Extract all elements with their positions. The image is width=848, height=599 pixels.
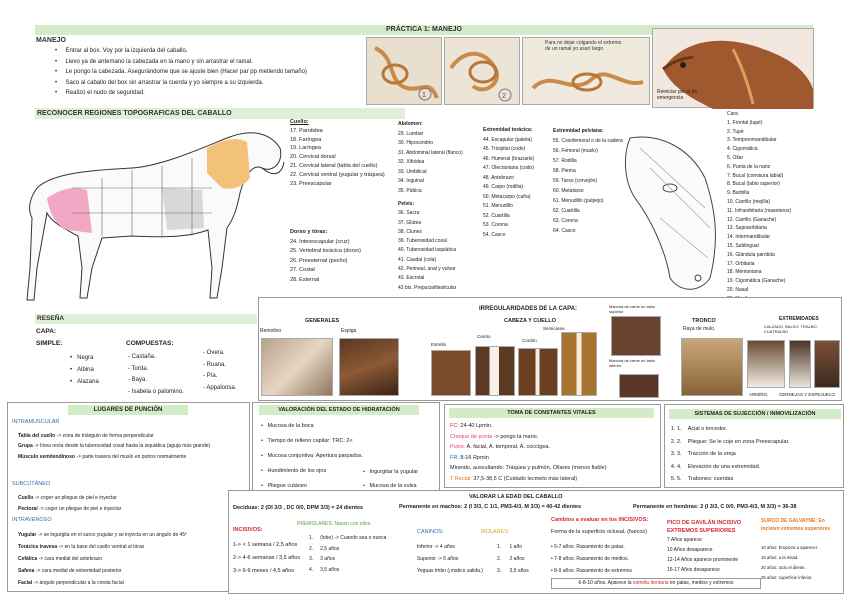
calzado-photo — [747, 340, 785, 388]
cambios-list — [551, 541, 632, 577]
list-item: 20 años: todo el diente. — [761, 565, 806, 570]
list-item: • Le pongo la cabezada. Asegurándome que se ajuste bien (Hacer par pp metiendo tamaño) — [55, 69, 307, 75]
list-item: 34. Inguinal — [398, 178, 424, 184]
thorax-region-grey — [162, 188, 204, 230]
list-item: Mirando, auscultando: Tráquea y pulmón, Ollares (menos fiable) — [450, 465, 607, 471]
espiga-photo — [339, 338, 399, 396]
list-item: • Pliegue cutáneo — [261, 483, 307, 489]
incisivos-list — [233, 539, 300, 578]
list-item: 44. Escapular (paleta) — [483, 136, 532, 143]
premolares-list — [309, 533, 386, 575]
espiga-label: Espiga — [341, 328, 357, 334]
list-item: 59. Tarso (corvejón) — [553, 178, 598, 184]
sc-list — [18, 493, 246, 515]
mancha-inferior-photo — [619, 374, 659, 398]
hidratacion-list — [261, 419, 363, 494]
list-item: Tabla del cuello -> zona de triángulo de forma perpendicular — [18, 433, 154, 439]
list-item: 43. Escrotal — [398, 275, 425, 282]
list-item: • Mucosa de la vulva — [363, 483, 417, 489]
list-item: 1. Frontal (tupé) — [727, 119, 763, 126]
list-item: 49. Carpo (rodilla) — [483, 184, 524, 190]
list-item: 26. Preesternal (pecho) — [290, 257, 348, 264]
pelvis-title: Pelvis: — [398, 201, 415, 207]
manejo-steps — [55, 46, 375, 99]
careto-label: Careto — [477, 334, 491, 339]
generales-label: GENERALES — [305, 318, 340, 324]
puncion-title: LUGARES DE PUNCIÓN — [93, 407, 163, 413]
sujecion-title: SISTEMAS DE SUJECCIÓN / INMOVILIZACIÓN — [694, 411, 816, 417]
list-item: 58. Pierna — [553, 168, 576, 174]
list-item: 8. Bucal (labio superior) — [727, 181, 780, 188]
tronco-photo — [681, 338, 743, 396]
list-item: 1. 1. Acial o torcedor. — [677, 423, 790, 436]
horse-knot-photo — [652, 28, 814, 108]
list-item: • 8-9 años. Rasamiento de extremos — [551, 568, 632, 574]
list-item: 54. Casco — [483, 231, 506, 238]
list-item: - Appaloosa. — [203, 384, 237, 391]
list-item: 21. Cervical lateral (tabla del cuello) — [290, 162, 378, 169]
cernejas-photo — [814, 340, 840, 388]
list-item: 56. Femoral (muslo) — [553, 148, 598, 154]
list-item: 19. Cigomática (Ganache) — [727, 278, 786, 285]
regiones-heading: RECONOCER REGIONES TOPOGRAFICAS DEL CABALLO — [37, 110, 232, 117]
list-item: 46. Humeral (brazuelo) — [483, 155, 535, 162]
list-item: 6. Punta de la nariz — [727, 163, 771, 170]
list-item: 16. Glándula parótida — [727, 251, 775, 258]
list-item: 24. Interescapular (cruz) — [290, 238, 350, 245]
list-item: 57. Rodilla — [553, 158, 577, 164]
hidratacion-extra-list — [363, 465, 418, 493]
list-item: 25 años: superficie inferior. — [761, 575, 813, 580]
list-item: 22. Cervical ventral (yugular y tráquea) — [290, 171, 385, 178]
list-item: 10 años: Empieza a aparecer. — [761, 545, 819, 550]
extremidades-label: EXTREMIDADES — [779, 316, 819, 322]
manejo-heading: MANEJO — [36, 37, 66, 44]
list-item: 1. (lobo) -> Cuando sea o nunca — [309, 535, 387, 541]
list-item: 45. Tricipital (codo) — [483, 146, 526, 152]
list-item: 3-> 6-9 meses / 4,5 años — [233, 568, 294, 574]
incisivos-heading: INCISIVOS: — [233, 527, 263, 533]
list-item: Pectoral -> coger un pliegue de piel e inyectar — [18, 506, 122, 512]
list-item: 3. 3. Tracción de la oreja — [677, 448, 790, 461]
compuestas-list — [128, 352, 184, 398]
list-item: 37. Glútea — [398, 219, 422, 226]
mancha-inferior-label: Mancha de carne en labio inferior — [609, 358, 656, 368]
irregularidades-panel — [258, 297, 842, 401]
list-item: 9. Barbilla — [727, 190, 750, 197]
list-item: Facial -> ángulo perpendicular a la cresta facial — [18, 580, 124, 586]
list-item: 4. 4. Elevación de una extremidad. — [677, 461, 790, 474]
list-item: Pulso: A. facial, A. temporal, A. coccígea. — [450, 444, 550, 450]
toracica-regions — [483, 126, 553, 240]
list-item: 17. Parotidea — [290, 127, 323, 134]
cabeza-label: CABEZA Y CUELLO — [504, 318, 556, 324]
simple-list — [70, 352, 99, 388]
deciduas: Deciduas: 2 (DI 3/3 , DC 0/0, DPM 3/3) = 24 dientes — [233, 505, 364, 511]
list-item: 36. Sacra — [398, 210, 420, 217]
pelviana-regions — [553, 126, 623, 236]
gavilan-heading: PICO DE GAVILÁN INCISIVO EXTREMOS SUPERIORES — [667, 520, 742, 534]
sujecion-title-bar — [669, 409, 841, 419]
list-item: 53. Corona — [483, 222, 508, 228]
galvayne-heading: SURCO DE GALVAYNE: En incisivo extremos superiores — [761, 518, 831, 532]
list-item: • Mucosa conjuntiva: Apertura parpados. — [261, 453, 363, 459]
knot-step-1: 1 — [422, 92, 426, 99]
list-item: 29. Lumbar — [398, 130, 424, 137]
dorso-title: Dorso y tórax: — [290, 229, 328, 235]
list-item: 51. Menudillo — [483, 203, 513, 209]
im-list — [18, 431, 246, 462]
list-item: - Castaña. — [128, 354, 156, 360]
list-item: 52. Cuartilla — [483, 212, 510, 219]
abdomen-regions — [398, 120, 483, 196]
list-item: 61. Menudillo (pulpejo) — [553, 198, 604, 204]
list-item: 18. Mentoniana — [727, 269, 762, 276]
list-item: 60. Metatarso — [553, 188, 584, 194]
list-item: 47. Olecraniana (codo) — [483, 165, 534, 171]
constantes-title-bar — [449, 408, 654, 418]
list-item: 62. Cuartilla — [553, 208, 580, 214]
list-item: T Rectal: 37,5-38,5 C (Cuidado lecmeto más lateral) — [450, 475, 578, 482]
list-item: 63. Corona — [553, 218, 578, 224]
list-item: 11. Infraorbitaria (maseteros) — [727, 207, 792, 214]
armino-label: ARMIÑO, — [749, 392, 769, 397]
list-item: • Mucosa de la boca — [261, 423, 314, 429]
list-item: 55. Coxofemoral o de la cadera — [553, 138, 623, 144]
abdomen-title: Abdomen: — [398, 121, 423, 127]
list-item: • Hundimiento de los ojos — [261, 468, 327, 474]
remolino-label: Remolino — [260, 328, 282, 334]
toracica-title: Extremidad torácica: — [483, 127, 533, 133]
perm-hembras: Permanente en hembras: 2 (I 3/3, C 0/0, PM3-4/3, M 3/3) = 36-38 — [633, 504, 797, 510]
compuestas-list-2 — [203, 348, 236, 394]
edad-title: VALORAR LA EDAD DEL CABALLO — [469, 494, 563, 500]
knot-caption: Para no dejar colgando el extremo de un ramal yo usarí largo — [545, 40, 622, 52]
list-item: 3. 3 años — [309, 556, 336, 562]
premolares-heading: PREMOLARES: Nacen con ellos. — [297, 521, 372, 527]
page-title: PRÁCTICA 1: MANEJO — [386, 26, 462, 33]
list-item: 40. Tuberosidad isquiática — [398, 247, 457, 254]
list-item: Yugular -> se ingurgita en el surco yugular y se inyecta en un ángulo de 45º — [18, 532, 188, 538]
list-item: 12-14 Años aparece prominente — [667, 557, 739, 563]
knot-2-icon — [445, 38, 521, 106]
list-item: - Pía. — [203, 373, 218, 379]
list-item: Safena -> cara medial de extremidad posterior — [18, 568, 122, 574]
tronco-label: TRONCO — [692, 318, 716, 324]
list-item: 19. Laríngea — [290, 145, 321, 152]
calzados-label: CALZADO, BALSO, TRALBO, CUATRALBO — [764, 324, 818, 334]
list-item: - Torda. — [128, 365, 149, 372]
iv-list — [18, 529, 248, 589]
knot-photo-1 — [366, 37, 442, 105]
im-heading: INTRAMUSCULAR — [12, 419, 60, 425]
list-item: 25. Vertebral torácica (dorso) — [290, 248, 361, 254]
molares-heading: MOLARES: — [481, 529, 510, 535]
list-item: 10 Años desaparece — [667, 547, 713, 553]
list-item: 20. Cervical dorsal — [290, 154, 336, 161]
list-item: 2. 2. Pliegue: Se le coje en zona Preescapular. — [677, 436, 790, 449]
hidratacion-panel — [252, 402, 440, 492]
list-item: 15. Sublingual — [727, 242, 759, 249]
list-item: 13. Supraorbitaria — [727, 225, 767, 232]
careto-photo — [475, 346, 515, 396]
list-item: 4. Cigomática — [727, 146, 758, 153]
list-item: 10. Carrillo (mejilla) — [727, 198, 771, 205]
gavilan-list — [667, 535, 738, 575]
pelvis-region-pink — [47, 188, 92, 233]
list-item: 18. Faríngea — [290, 136, 322, 143]
armino-photo — [789, 340, 811, 388]
lucero-photo — [561, 332, 597, 396]
list-item: 48. Antebrazo — [483, 174, 514, 181]
list-item: 38. Clunes — [398, 228, 422, 235]
list-item: 20. Nasal — [727, 286, 749, 293]
molares-list — [497, 541, 529, 577]
edad-panel — [228, 490, 844, 594]
remolino-photo — [261, 338, 333, 396]
puncion-title-bar — [68, 405, 188, 415]
list-item: - Overa. — [203, 350, 225, 356]
simple-label: SIMPLE: — [36, 340, 63, 347]
list-item: 35. Púbica — [398, 187, 422, 194]
list-item: 2. 2 años — [497, 556, 525, 562]
list-item: 41. Caudal (cola) — [398, 256, 437, 263]
pelvis-regions — [398, 200, 483, 293]
list-item: Músculo semitendinoso -> parte trasera del muslo en potros normalmente — [18, 454, 187, 460]
list-item: Grupa -> línea recta desde la tuberosidad coxal hasta la isquiática (aguja más grande) — [18, 443, 211, 449]
list-item: 31. Abdominal lateral (flanco) — [398, 149, 463, 156]
dorso-regions — [290, 228, 390, 285]
list-item: 30. Hipocondrio — [398, 140, 434, 146]
list-item: 1-> < 1 semana / 2,5 años — [233, 542, 298, 548]
list-item: Yeguas tmbn (¡matico salida.) — [417, 568, 483, 574]
list-item: 2. 2,5 años — [309, 545, 340, 552]
list-item: • Entrar al box. Voy por la izquierda del caballo. — [55, 48, 188, 54]
list-item: 5. 5. Trabones: cuerdas — [677, 473, 790, 486]
list-item: 3. Temporomandibular — [727, 137, 777, 144]
list-item: 7 Años aparece — [667, 537, 702, 543]
list-item: 7. Bucal (comisura labial) — [727, 172, 784, 179]
cernejas-label: CERNEJAS Y ESPEJUELO — [779, 392, 835, 397]
irregularidades-title: IRREGULARIDADES DE LA CAPA: — [479, 306, 578, 312]
pelviana-title: Extremidad pelviana: — [553, 128, 604, 134]
hidratacion-title: VALORACIÓN DEL ESTADO DE HIDRATACIÓN — [278, 407, 400, 413]
list-item: • Alazana — [70, 379, 99, 385]
list-item: 50. Metacarpo (caña) — [483, 193, 531, 200]
list-item: 33. Umbilical — [398, 168, 427, 175]
cara-regions — [727, 110, 845, 304]
list-item: Torácica travesa -> en la base del cuello ventral al tórax — [18, 544, 145, 550]
list-item: 2-> 4-6 semanas / 3,5 años — [233, 555, 301, 561]
list-item: FC: 24-40 Lpmin. — [450, 423, 493, 429]
resena-heading-bar — [35, 314, 257, 324]
knot-3-icon — [523, 38, 651, 106]
mancha-superior-photo — [611, 316, 661, 356]
list-item: 4. 3,5 años — [309, 566, 340, 573]
constantes-panel — [444, 404, 661, 488]
list-item: 64. Casco — [553, 228, 576, 234]
knot-1-icon — [367, 38, 443, 106]
list-item: • Saco al caballo del box sin arrastrar la cuerda y yo siempre a su izquierda. — [55, 79, 264, 86]
estrella-photo — [431, 350, 471, 396]
list-item: 1. 1 año — [497, 544, 523, 550]
horse-head-diagram — [610, 128, 730, 298]
list-item: 39. Tuberosidad coxal — [398, 238, 447, 245]
list-item: • 7-8 años. Rasamiento de medios. — [551, 556, 629, 562]
list-item: - Ruana. — [203, 361, 227, 368]
list-item: Inferior -> 4 años — [417, 544, 455, 550]
mancha-superior-label: Mancha de carne en labio superior — [609, 304, 656, 314]
caninos-list — [417, 541, 483, 577]
list-item: • 6-7 años. Rasamiento de palas. — [551, 544, 625, 550]
sujecion-list — [677, 423, 790, 486]
list-item: • Llevo ya de antemano la cabezada en la mano y sin arrastrar el ramal. — [55, 58, 253, 65]
sc-heading: SUBCUTÁNEO — [12, 481, 51, 487]
caninos-heading: CANINOS: — [417, 529, 444, 535]
list-item: 12. Carrillo (Ganache) — [727, 216, 777, 223]
list-item: 2. Tupé — [727, 128, 744, 135]
knot-step-2: 2 — [502, 93, 506, 100]
list-item: 23. Preescapular — [290, 180, 332, 187]
list-item: 43 bis. Prepucial/testicular — [398, 284, 457, 291]
constantes-title: TOMA DE CONSTANTES VITALES — [507, 410, 596, 416]
resena-heading: RESEÑA — [37, 315, 65, 322]
knot-photo-3 — [522, 37, 650, 105]
list-item: FR: 8-16 Rpmin — [450, 454, 489, 461]
sujecion-panel — [664, 404, 844, 488]
list-item: 3. 3,5 años — [497, 568, 529, 574]
list-item: 16-17 Años desaparece — [667, 567, 720, 573]
knot-photo-2 — [444, 37, 520, 105]
compuestas-label: COMPUESTAS: — [126, 340, 174, 347]
list-item: • Ingurgitar la yugular — [363, 469, 419, 475]
list-item: Cuello -> coger un pliegue de piel e inyectar — [18, 495, 117, 501]
cordon-photo — [518, 348, 558, 396]
iv-heading: INTRAVENOSO — [12, 517, 52, 523]
semicarea-label: Semicarea — [543, 326, 565, 331]
cordon-label: Cordón — [522, 338, 537, 343]
constantes-list — [450, 421, 660, 484]
cuello-regions — [290, 118, 390, 188]
list-item: 15 años: a la mitad. — [761, 555, 799, 560]
cara-title: Cara — [727, 111, 738, 117]
raya-label: Raya de mulo. — [683, 326, 716, 332]
list-item: • Negra — [70, 355, 94, 361]
list-item: • Realizo el nudo de seguridad. — [55, 90, 145, 96]
list-item: 27. Costal — [290, 267, 315, 273]
cambios-heading: Cambios a evaluar en los INCISIVOS: — [551, 517, 649, 523]
knot-caption-emergency: Reiniciar por si de emergencia — [657, 89, 698, 101]
list-item: 14. Intermandibular — [727, 234, 771, 241]
galvayne-list — [761, 543, 818, 583]
list-item: • Tiempo de relleno capilar: TRC: 2< — [261, 438, 353, 444]
list-item: • Albina — [70, 367, 94, 373]
cuello-title: Cuello: — [290, 119, 309, 125]
list-item: 32. Xifoidea — [398, 159, 425, 165]
horse-topography-diagram — [12, 118, 287, 308]
list-item: - Baya. — [128, 377, 148, 383]
perm-machos: Permanente en machos: 2 (I 3/3, C 1/1, PM3-4/3, M 3/3) = 40-42 dientes — [399, 504, 582, 510]
list-item: 28. Esternal — [290, 276, 320, 283]
list-item: 5. Ollar — [727, 154, 744, 161]
hidratacion-title-bar — [259, 405, 419, 415]
estrella-label: Estrella — [431, 342, 447, 347]
list-item: 42. Perineal, anal y vulvar — [398, 266, 456, 273]
forma-oclusal: Forma de la superficie oclusal. (fuecos) — [551, 529, 647, 535]
list-item: Choque de punta -> pongo la mano. — [450, 433, 539, 440]
list-item: 17. Orbitaria — [727, 260, 755, 267]
capa-label: CAPA: — [36, 328, 57, 335]
puncion-panel — [7, 402, 250, 592]
list-item: Cefálica -> cara medial del antebrazo — [18, 556, 103, 562]
list-item: - Isabela o palomino. — [128, 388, 184, 395]
estrella-dentaria-note: 6-8-10 años. Aparece la estrella dentaria en palas, medios y extremos — [551, 578, 761, 589]
list-item: Superior -> 5 años — [417, 556, 459, 562]
